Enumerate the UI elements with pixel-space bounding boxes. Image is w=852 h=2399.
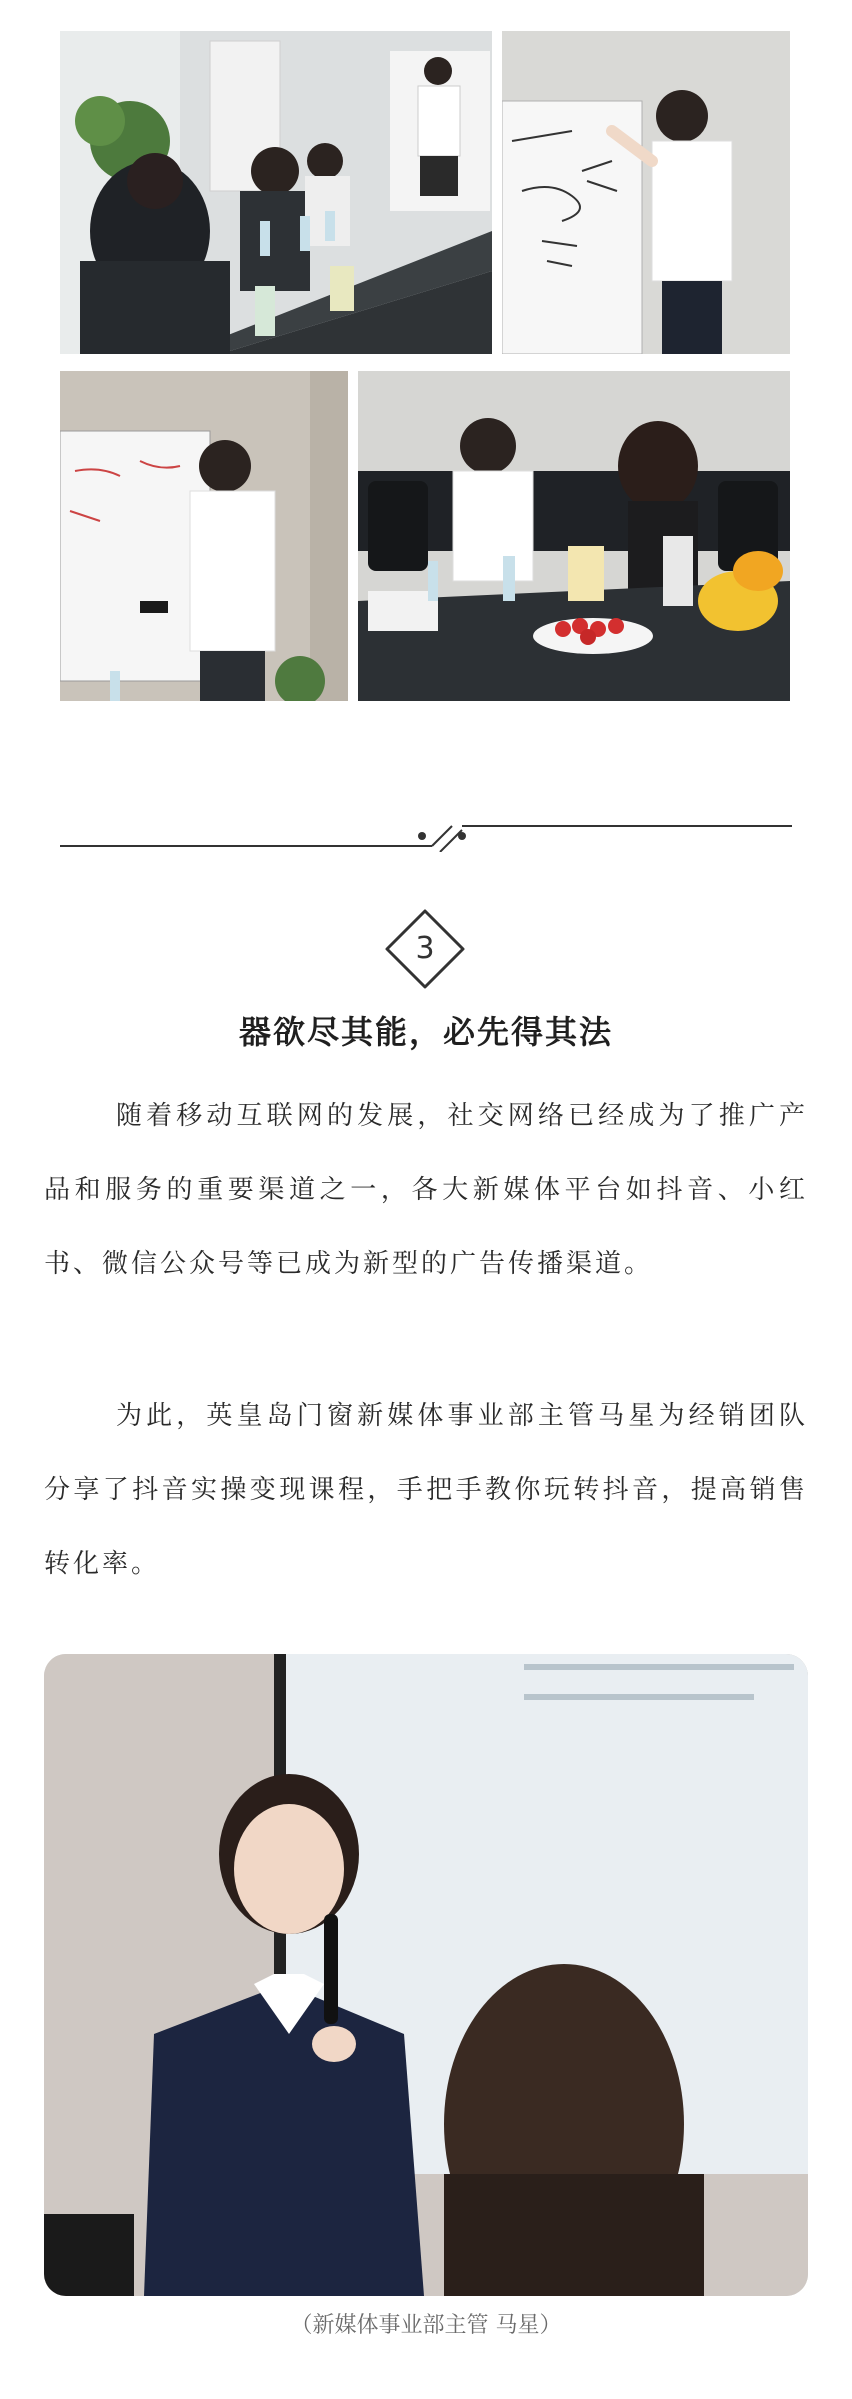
section-number-badge: [383, 907, 467, 991]
photo-meeting-table: [60, 31, 492, 354]
photo-caption: （新媒体事业部主管 马星）: [290, 2313, 562, 2338]
decorative-divider: [60, 812, 792, 852]
photo-speaker-whiteboard: [60, 371, 348, 701]
body-paragraph: 随着移动互联网的发展，社交网络已经成为了推广产品和服务的重要渠道之一，各大新媒体平台如抖音、小红书、微信公众号等已成为新型的广告传播渠道。: [44, 1101, 808, 1279]
photo-speaker-microphone: [44, 1654, 808, 2296]
section-heading: 器欲尽其能，必先得其法: [238, 1013, 613, 1051]
section-number: 3: [415, 931, 435, 966]
photo-attendees-table: [358, 371, 790, 701]
body-paragraph: 为此，英皇岛门窗新媒体事业部主管马星为经销团队分享了抖音实操变现课程，手把手教你玩转抖音，提高销售转化率。: [44, 1401, 808, 1579]
photo-presenter-whiteboard: [502, 31, 790, 354]
